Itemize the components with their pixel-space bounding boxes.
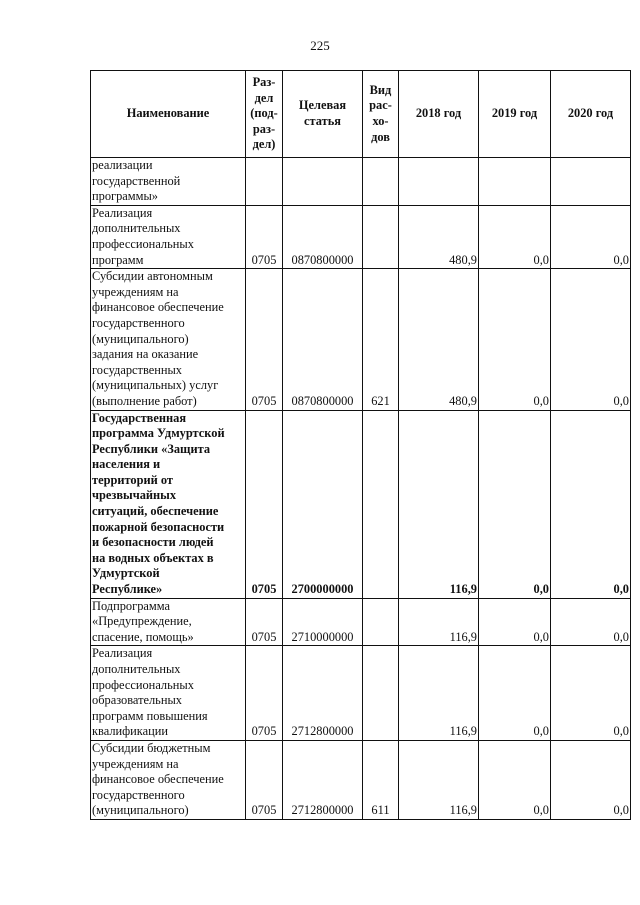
cell-celevaya: 2700000000 bbox=[283, 410, 363, 598]
cell-razdel: 0705 bbox=[246, 598, 283, 646]
cell-vid bbox=[363, 205, 399, 268]
table-row bbox=[91, 598, 631, 646]
cell-2019: 0,0 bbox=[479, 410, 551, 598]
table-header bbox=[91, 71, 631, 158]
cell-vid: 621 bbox=[363, 269, 399, 410]
cell-name: реализации государственной программы» bbox=[91, 158, 246, 206]
cell-celevaya: 0870800000 bbox=[283, 205, 363, 268]
cell-2018 bbox=[399, 158, 479, 206]
header-name: Наименование bbox=[91, 71, 246, 158]
header-celevaya: Целевая статья bbox=[283, 71, 363, 158]
header-2018: 2018 год bbox=[399, 71, 479, 158]
cell-2018: 480,9 bbox=[399, 205, 479, 268]
cell-2019: 0,0 bbox=[479, 598, 551, 646]
table-body bbox=[91, 158, 631, 820]
table-row bbox=[91, 205, 631, 268]
cell-vid: 611 bbox=[363, 740, 399, 819]
cell-name: Государственная программа Удмуртской Республики «Защита населения и территорий от чрезвычайных ситуаций, обеспечение пожарной безопасности и безопасности людей на водных объектах в Удмуртской Республике» bbox=[91, 410, 246, 598]
table-row bbox=[91, 646, 631, 741]
cell-razdel: 0705 bbox=[246, 740, 283, 819]
cell-2019: 0,0 bbox=[479, 269, 551, 410]
cell-2018: 116,9 bbox=[399, 646, 479, 741]
cell-2020: 0,0 bbox=[551, 598, 631, 646]
header-2019: 2019 год bbox=[479, 71, 551, 158]
header-2020: 2020 год bbox=[551, 71, 631, 158]
cell-name: Подпрограмма «Предупреждение, спасение, помощь» bbox=[91, 598, 246, 646]
cell-2019: 0,0 bbox=[479, 205, 551, 268]
cell-razdel: 0705 bbox=[246, 410, 283, 598]
cell-2020 bbox=[551, 158, 631, 206]
cell-2019: 0,0 bbox=[479, 740, 551, 819]
cell-razdel: 0705 bbox=[246, 205, 283, 268]
page-number: 225 bbox=[310, 38, 330, 53]
cell-2018: 116,9 bbox=[399, 410, 479, 598]
cell-2020: 0,0 bbox=[551, 646, 631, 741]
cell-celevaya: 2712800000 bbox=[283, 646, 363, 741]
cell-2018: 480,9 bbox=[399, 269, 479, 410]
cell-2018: 116,9 bbox=[399, 740, 479, 819]
cell-name: Реализация дополнительных профессиональных программ bbox=[91, 205, 246, 268]
table-row bbox=[91, 158, 631, 206]
header-razdel: Раз- дел (под- раз- дел) bbox=[246, 71, 283, 158]
cell-2020: 0,0 bbox=[551, 740, 631, 819]
cell-vid bbox=[363, 598, 399, 646]
cell-celevaya: 0870800000 bbox=[283, 269, 363, 410]
cell-vid bbox=[363, 158, 399, 206]
cell-2020: 0,0 bbox=[551, 410, 631, 598]
cell-name: Субсидии бюджетным учреждениям на финансовое обеспечение государственного (муниципального) bbox=[91, 740, 246, 819]
cell-celevaya: 2710000000 bbox=[283, 598, 363, 646]
cell-2020: 0,0 bbox=[551, 205, 631, 268]
header-vid: Вид рас- хо- дов bbox=[363, 71, 399, 158]
cell-2019 bbox=[479, 158, 551, 206]
table-row bbox=[91, 740, 631, 819]
cell-2018: 116,9 bbox=[399, 598, 479, 646]
cell-2019: 0,0 bbox=[479, 646, 551, 741]
cell-vid bbox=[363, 646, 399, 741]
cell-celevaya: 2712800000 bbox=[283, 740, 363, 819]
cell-vid bbox=[363, 410, 399, 598]
table-row bbox=[91, 410, 631, 598]
cell-name: Субсидии автономным учреждениям на финансовое обеспечение государственного (муниципального) задания на оказание государственных (муниципальных) услуг (выполнение работ) bbox=[91, 269, 246, 410]
cell-razdel: 0705 bbox=[246, 269, 283, 410]
table-row bbox=[91, 269, 631, 410]
cell-razdel: 0705 bbox=[246, 646, 283, 741]
cell-razdel bbox=[246, 158, 283, 206]
cell-celevaya bbox=[283, 158, 363, 206]
cell-2020: 0,0 bbox=[551, 269, 631, 410]
cell-name: Реализация дополнительных профессиональных образовательных программ повышения квалификации bbox=[91, 646, 246, 741]
budget-table bbox=[90, 70, 631, 820]
